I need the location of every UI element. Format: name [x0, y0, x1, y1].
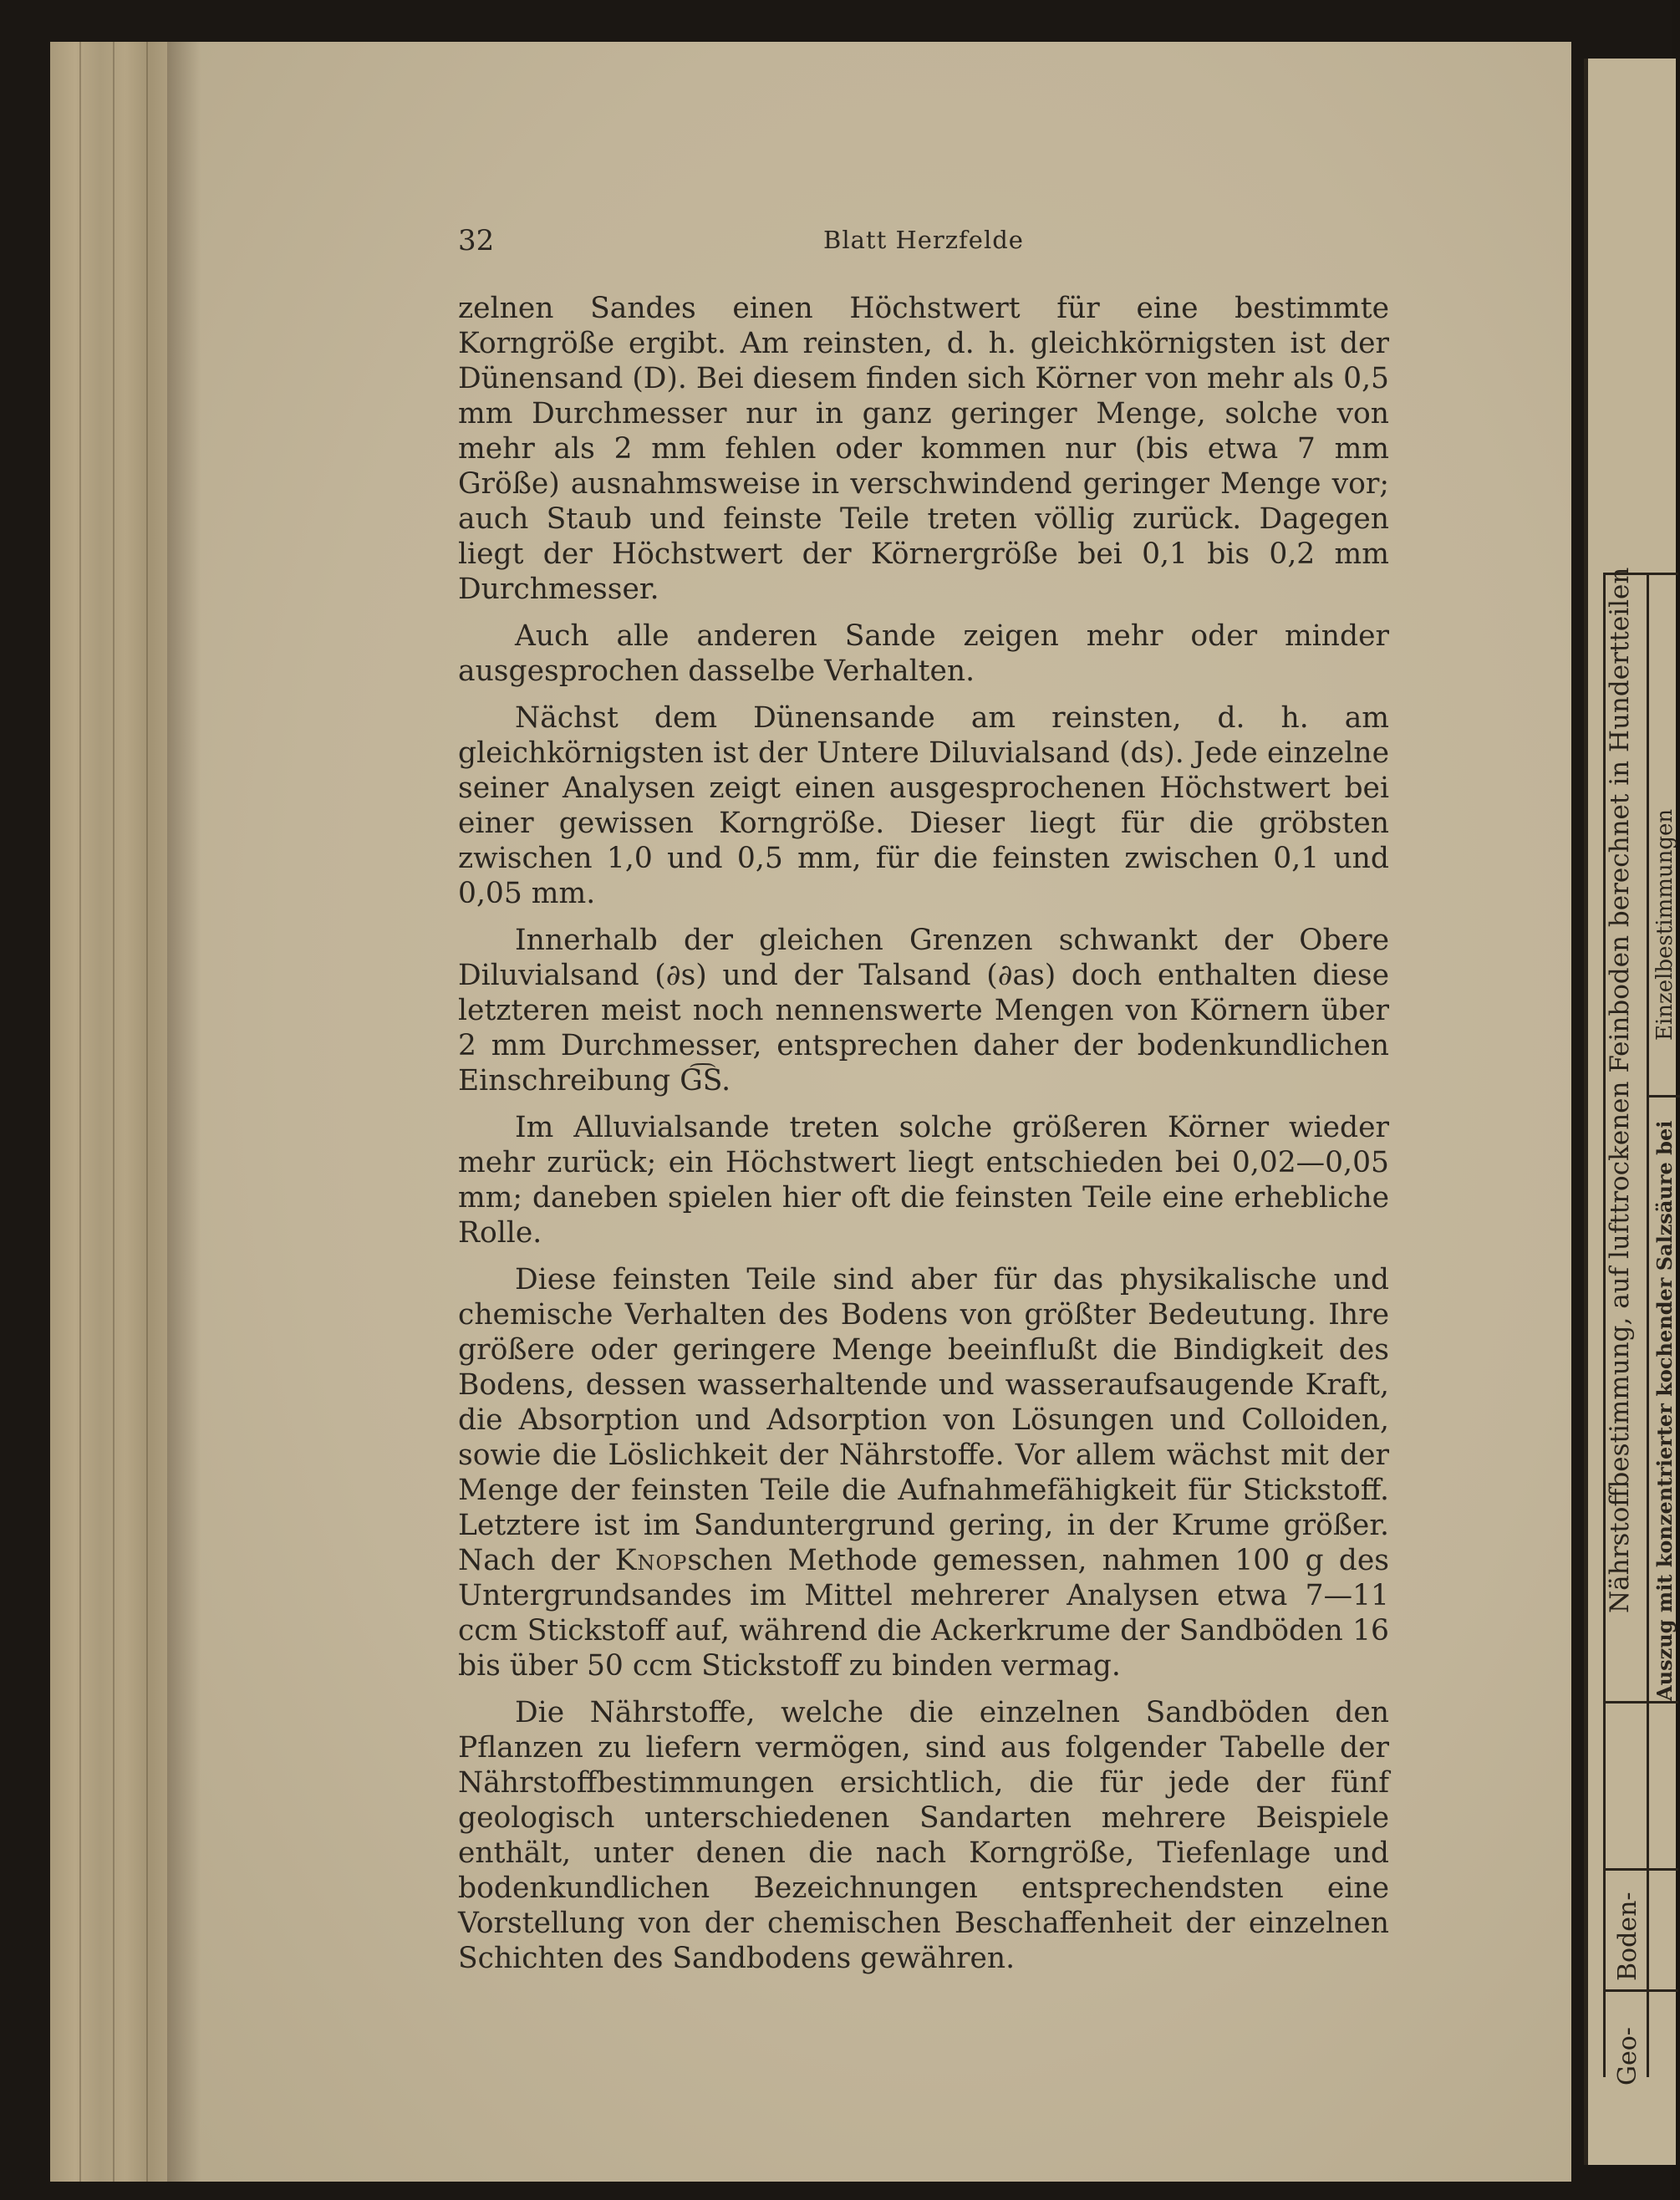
gutter-shadow [167, 42, 201, 2182]
paragraph: Auch alle anderen Sande zeigen mehr oder minder ausgesprochen dasselbe Verhalten. [458, 619, 1389, 688]
table-column-label: Boden- [1613, 1892, 1642, 1981]
table-subheading: Einzelbestimmungen [1652, 808, 1677, 1041]
page-edge-line [113, 42, 115, 2182]
paragraph-text: schen Methode gemessen, nahmen 100 g des Untergrundsandes im Mittel mehrerer Analysen etwa 7—11 ccm Stickstoff auf, während die Ackerkrume der Sandböden 16 bis über 50 ccm Stickstoff zu binden vermag. [458, 1544, 1389, 1683]
page-edge-line [146, 42, 148, 2182]
table-subheading: Auszug mit konzentrierter kochender Salzsäure bei [1652, 1120, 1677, 1701]
table-heading: Nährstoffbestimmung, auf lufttrockenen Feinboden berechnet in Hundertteilen [1605, 567, 1635, 1613]
page-edge-line [79, 42, 81, 2182]
page-number: 32 [458, 224, 495, 257]
paragraph: Innerhalb der gleichen Grenzen schwankt der Obere Diluvialsand (∂s) und der Talsand (∂as) doch enthalten diese letzteren meist noch nennenswerte Mengen von Körnern über 2 mm Durchmesser, entsprechen daher der bodenkundlichen Einschreibung G͡S. [458, 924, 1389, 1097]
table-column-label: Geo- [1613, 2027, 1642, 2085]
page-header [458, 224, 1389, 257]
paragraph: Nächst dem Dünensande am reinsten, d. h. am gleichkörnigsten ist der Untere Diluvialsand (ds). Jede einzelne seiner Analysen zeigt einen ausgesprochenen Höchstwert bei einer gewissen Korngröße. Dieser liegt für die gröbsten zwischen 1,0 und 0,5 mm, für die feinsten zwischen 0,1 und 0,05 mm. [458, 701, 1389, 910]
table-rule [1603, 1989, 1678, 1992]
paragraph [458, 1262, 1389, 1683]
table-rule [1603, 1701, 1678, 1703]
paragraph: Die Nährstoffe, welche die einzelnen Sandböden den Pflanzen zu liefern vermögen, sind aus folgender Tabelle der Nährstoffbestimmungen ersichtlich, die für jede der fünf geologisch unterschiedenen Sandarten mehrere Beispiele enthält, unter denen die nach Korngröße, Tiefenlage und bodenkundlichen Bezeichnungen entsprechendsten eine Vorstellung von der chemischen Beschaffenheit der einzelnen Schichten des Sandbodens gewähren. [458, 1696, 1389, 1975]
running-title: Blatt Herzfelde [823, 226, 1024, 254]
author-name: Knop [614, 1544, 688, 1577]
paragraph: zelnen Sandes einen Höchstwert für eine bestimmte Korngröße ergibt. Am reinsten, d. h. gleichkörnigsten ist der Dünensand (D). Bei diesem finden sich Körner von mehr als 0,5 mm Durchmesser nur in ganz geringer Menge, solche von mehr als 2 mm fehlen oder kommen nur (bis etwa 7 mm Größe) ausnahmsweise in verschwindend geringer Menge vor; auch Staub und feinste Teile treten völlig zurück. Dagegen liegt der Höchstwert der Körnergröße bei 0,1 bis 0,2 mm Durchmesser. [458, 292, 1389, 606]
table-rule [1603, 1868, 1678, 1871]
table-rule [1647, 573, 1649, 2077]
facing-page-table [1584, 59, 1676, 2165]
paragraph-text: Diese feinsten Teile sind aber für das physikalische und chemische Verhalten des Bodens von größter Bedeutung. Ihre größere oder geringere Menge beeinflußt die Bindigkeit des Bodens, dessen wasserhaltende und wasseraufsaugende Kraft, die Absorption und Adsorption von Lösungen und Colloiden, sowie die Löslichkeit der Nährstoffe. Vor allem wächst mit der Menge der feinsten Teile die Aufnahmefähigkeit für Stickstoff. Letztere ist im Sanduntergrund gering, in der Krume größer. Nach der [458, 1263, 1389, 1577]
table-rule [1647, 1095, 1680, 1097]
body-text [458, 291, 1389, 1988]
paragraph: Im Alluvialsande treten solche größeren Körner wieder mehr zurück; ein Höchstwert liegt entschieden bei 0,02—0,05 mm; daneben spielen hier oft die feinsten Teile eine erhebliche Rolle. [458, 1111, 1389, 1250]
